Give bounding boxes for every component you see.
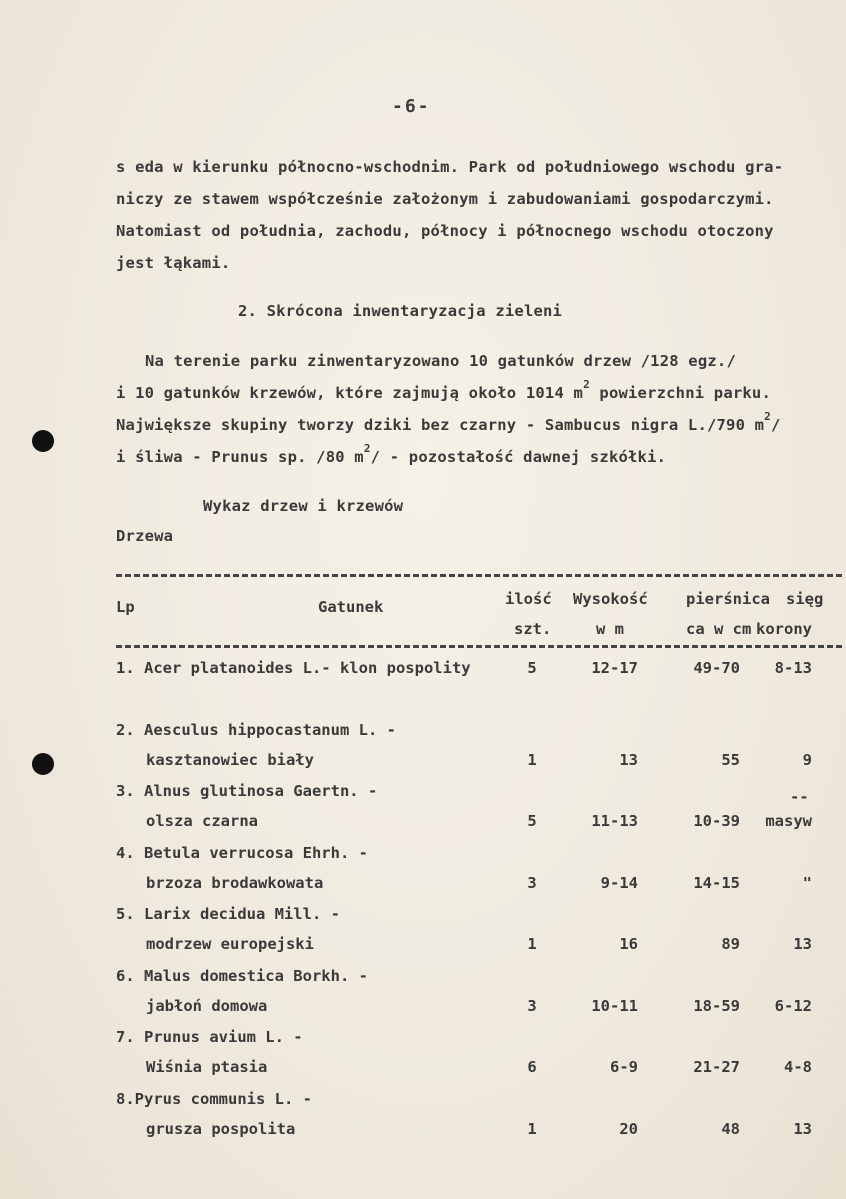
header-korona: sięg — [786, 590, 824, 608]
height: 9-14 — [600, 873, 638, 892]
list-subtitle: Drzewa — [116, 527, 174, 545]
paragraph-line: Natomiast od południa, zachodu, północy i północnego wschodu otoczony — [116, 222, 774, 240]
species-name: 5. Larix decidua Mill. - — [116, 905, 340, 923]
species-common-name: grusza pospolita — [146, 1119, 296, 1138]
species-name: 8.Pyrus communis L. - — [116, 1089, 312, 1108]
species-common-name: jabłoń domowa — [146, 996, 268, 1015]
species-name: 1. Acer platanoides L.- klon pospolity — [116, 659, 471, 677]
species-common-name: kasztanowiec biały — [146, 750, 314, 769]
species-common-name: modrzew europejski — [146, 935, 314, 953]
quantity: 1 — [527, 750, 537, 769]
crown: masyw — [765, 812, 812, 830]
header-gatunek: Gatunek — [318, 598, 384, 616]
superscript: 2 — [583, 378, 590, 391]
species-common-name: Wiśnia ptasia — [146, 1058, 268, 1076]
dbh: 10-39 — [693, 812, 740, 830]
crown: 4-8 — [784, 1058, 812, 1076]
height: 6-9 — [610, 1058, 638, 1076]
header-wysokosc-unit: w m — [596, 620, 624, 638]
crown: " — [802, 873, 812, 892]
height: 12-17 — [591, 659, 638, 677]
dbh: 89 — [721, 935, 740, 953]
species-name: 2. Aesculus hippocastanum L. - — [116, 720, 396, 739]
header-ilosc-unit: szt. — [514, 620, 552, 638]
dbh: 21-27 — [693, 1058, 740, 1076]
quantity: 1 — [527, 1119, 537, 1138]
text: / — [771, 416, 781, 434]
dbh: 14-15 — [693, 873, 740, 892]
text: i 10 gatunków krzewów, które zajmują około 1014 m — [116, 384, 584, 402]
punch-hole — [32, 753, 54, 775]
header-ilosc: ilość — [505, 590, 552, 608]
list-title: Wykaz drzew i krzewów — [203, 497, 404, 515]
header-wysokosc: Wysokość — [573, 590, 648, 608]
text: Największe skupiny tworzy dziki bez czarny - Sambucus nigra L./790 m — [116, 416, 765, 434]
superscript: 2 — [764, 410, 771, 423]
page-number: -6- — [392, 96, 431, 117]
species-name: 3. Alnus glutinosa Gaertn. - — [116, 782, 378, 800]
dbh: 55 — [721, 750, 740, 769]
quantity: 5 — [527, 659, 537, 677]
header-korona-unit: korony — [756, 620, 812, 638]
paragraph-line: niczy ze stawem współcześnie założonym i zabudowaniami gospodarczymi. — [116, 190, 774, 208]
paragraph-line: s eda w kierunku północno-wschodnim. Park od południowego wschodu gra- — [116, 158, 784, 176]
dbh: 49-70 — [693, 659, 740, 677]
species-name: 7. Prunus avium L. - — [116, 1028, 303, 1046]
paragraph-line: jest łąkami. — [116, 254, 231, 272]
crown: 9 — [802, 750, 812, 769]
table-header-rule — [116, 645, 842, 648]
quantity: 3 — [527, 873, 537, 892]
species-name: 6. Malus domestica Borkh. - — [116, 966, 368, 985]
crown: 13 — [793, 935, 812, 953]
paragraph-line — [116, 442, 667, 466]
superscript: 2 — [363, 442, 371, 455]
crown: 6-12 — [774, 996, 812, 1015]
height: 11-13 — [591, 812, 638, 830]
quantity: 5 — [527, 812, 537, 830]
table-top-rule — [116, 574, 842, 577]
dbh: 48 — [721, 1119, 740, 1138]
text: i śliwa - Prunus sp. /80 m — [116, 448, 364, 466]
punch-hole — [32, 430, 54, 452]
quantity: 1 — [527, 935, 537, 953]
header-lp: Lp — [116, 598, 135, 616]
text: powierzchni parku. — [589, 384, 771, 402]
crown: 13 — [793, 1119, 812, 1138]
header-piersnica-unit: ca w cm — [686, 620, 752, 638]
section-heading: 2. Skrócona inwentaryzacja zieleni — [238, 302, 563, 320]
paragraph-line — [116, 378, 771, 402]
header-piersnica: pierśnica — [686, 590, 770, 608]
text: Na terenie parku zinwentaryzowano 10 gatunków drzew /128 egz./ — [145, 352, 736, 370]
height: 20 — [619, 1119, 638, 1138]
species-name: 4. Betula verrucosa Ehrh. - — [116, 843, 368, 862]
crown: 8-13 — [774, 659, 812, 677]
species-common-name: olsza czarna — [146, 812, 258, 830]
height: 13 — [619, 750, 638, 769]
height: 16 — [619, 935, 638, 953]
paragraph-line — [145, 352, 736, 370]
species-common-name: brzoza brodawkowata — [146, 873, 324, 892]
paragraph-line — [116, 410, 781, 434]
crown-mark: -- — [790, 788, 809, 806]
quantity: 3 — [527, 996, 537, 1015]
height: 10-11 — [591, 996, 638, 1015]
dbh: 18-59 — [693, 996, 740, 1015]
quantity: 6 — [527, 1058, 537, 1076]
text: / - pozostałość dawnej szkółki. — [370, 448, 667, 466]
